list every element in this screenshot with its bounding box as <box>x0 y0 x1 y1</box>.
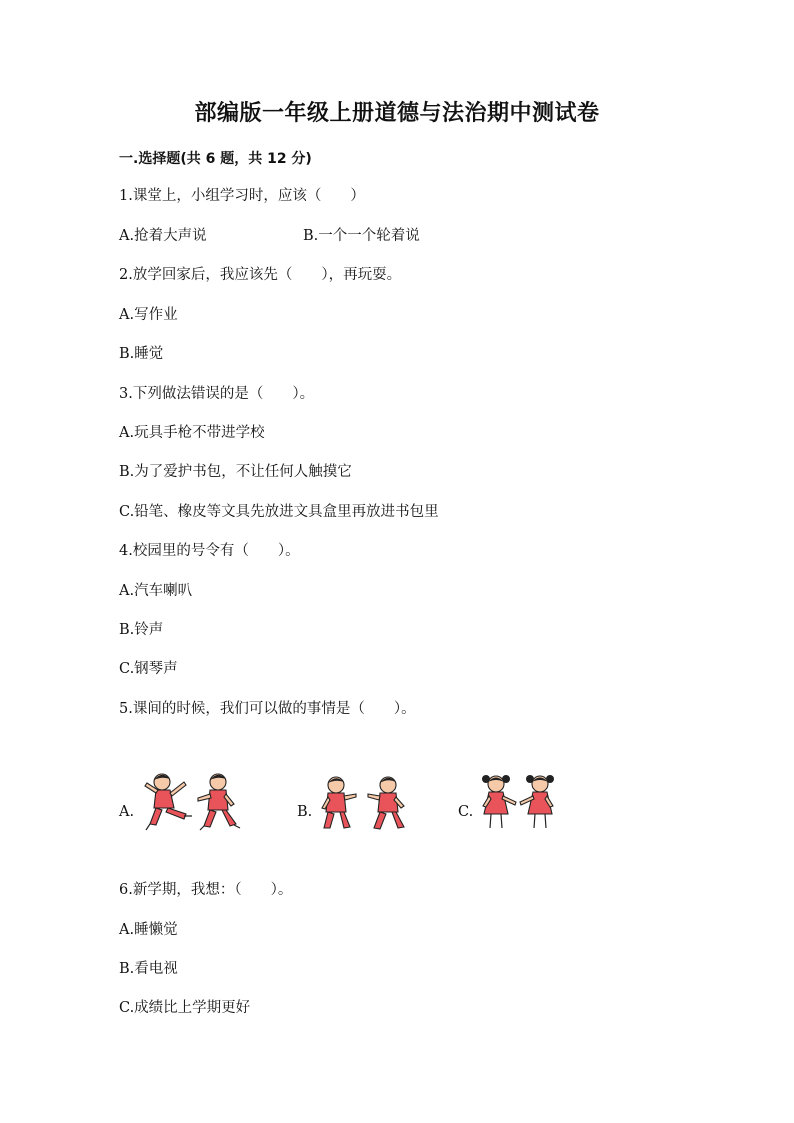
question-6-option-c: C.成绩比上学期更好 <box>119 1000 251 1016</box>
question-5-option-a: A. <box>119 804 135 820</box>
question-3-option-c: C.铅笔、橡皮等文具先放进文具盒里再放进书包里 <box>119 504 439 520</box>
question-6-stem: 6.新学期，我想：（ ）。 <box>119 882 293 898</box>
question-4-option-b: B.铃声 <box>119 622 164 638</box>
question-5-option-c: C. <box>458 804 474 820</box>
section-heading: 一.选择题(共 6 题，共 12 分) <box>119 151 312 167</box>
question-4-option-a: A.汽车喇叭 <box>119 583 193 599</box>
page-title: 部编版一年级上册道德与法治期中测试卷 <box>194 101 600 126</box>
question-1-option-b: B.一个一个轮着说 <box>303 228 420 244</box>
question-6-option-a: A.睡懒觉 <box>119 922 178 938</box>
question-3-option-b: B.为了爱护书包，不让任何人触摸它 <box>119 464 352 480</box>
question-6-option-b: B.看电视 <box>119 961 178 977</box>
question-4-option-c: C.钢琴声 <box>119 661 178 677</box>
question-4-stem: 4.校园里的号令有（ ）。 <box>119 543 300 559</box>
question-5-option-b: B. <box>297 804 313 820</box>
question-1-stem: 1.课堂上，小组学习时，应该（ ） <box>119 188 365 204</box>
kids-arguing-figure <box>316 772 412 832</box>
question-3-option-a: A.玩具手枪不带进学校 <box>119 425 265 441</box>
kids-fighting-figure <box>140 768 246 834</box>
question-2-stem: 2.放学回家后，我应该先（ ），再玩耍。 <box>119 267 402 283</box>
question-1-option-a: A.抢着大声说 <box>119 228 207 244</box>
question-5-stem: 5.课间的时候，我们可以做的事情是（ ）。 <box>119 701 416 717</box>
question-2-option-b: B.睡觉 <box>119 346 164 362</box>
girls-holding-hands-figure <box>478 770 558 832</box>
question-2-option-a: A.写作业 <box>119 307 178 323</box>
question-3-stem: 3.下列做法错误的是（ ）。 <box>119 386 315 402</box>
